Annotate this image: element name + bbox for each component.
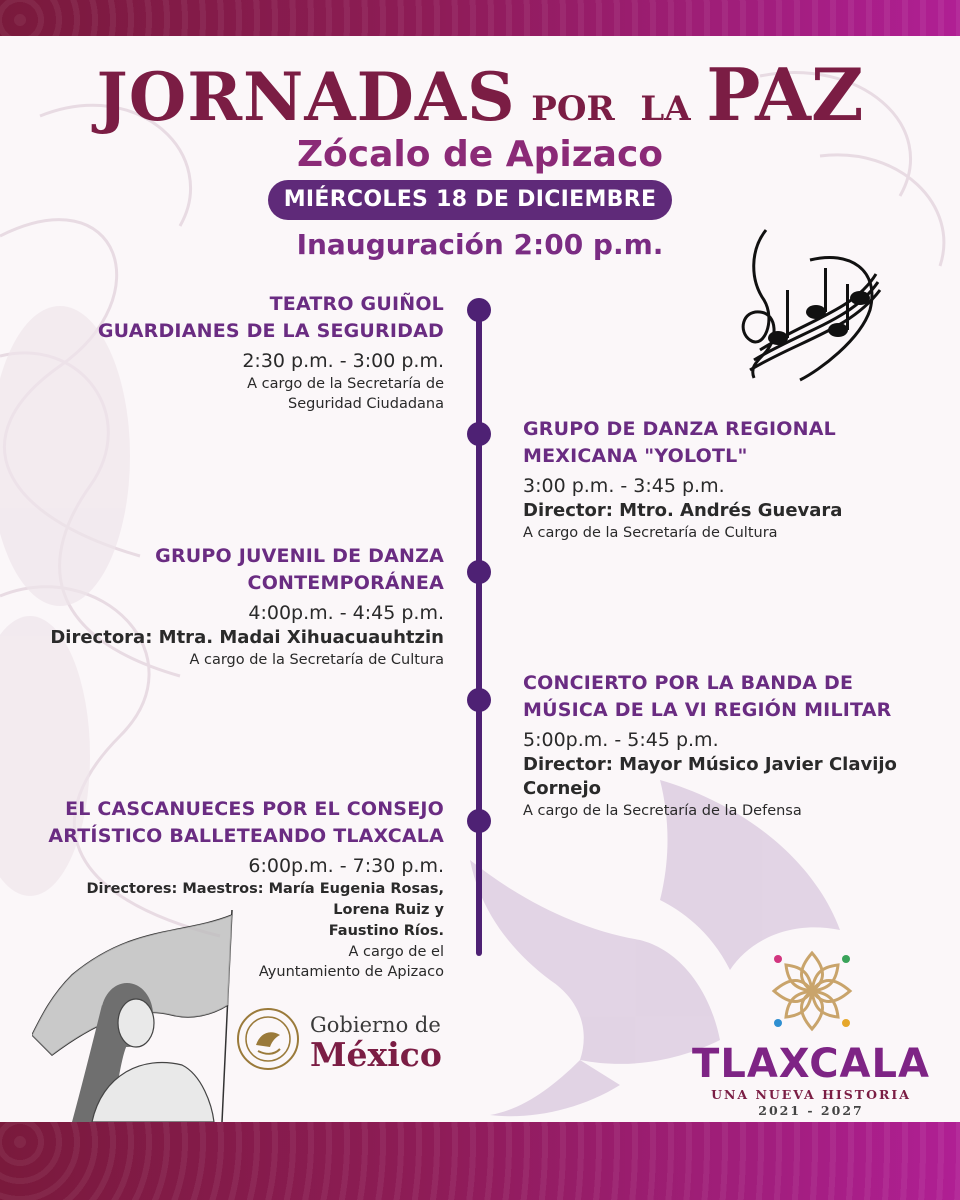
event-title: GRUPO DE DANZA REGIONAL — [523, 418, 836, 440]
woman-with-flag-illustration — [32, 905, 242, 1122]
gobierno-mexico-logo — [236, 1003, 446, 1075]
event-time: 4:00p.m. - 4:45 p.m. — [248, 602, 444, 624]
bottom-decorative-band — [0, 1122, 960, 1200]
timeline-line — [476, 308, 482, 956]
event-title: ARTÍSTICO BALLETEANDO TLAXCALA — [48, 825, 444, 847]
gobierno-label: Gobierno de — [310, 1013, 441, 1037]
event-organizer: Ayuntamiento de Apizaco — [258, 964, 444, 980]
event-time: 2:30 p.m. - 3:00 p.m. — [242, 350, 444, 372]
tlaxcala-logo — [686, 945, 936, 1120]
title-la: LA — [640, 89, 691, 129]
page-title — [0, 52, 960, 137]
mexico-label: México — [310, 1035, 442, 1074]
event-title: TEATRO GUIÑOL — [269, 293, 444, 315]
title-jornadas: JORNADAS — [96, 58, 516, 136]
event-title: MEXICANA "YOLOTL" — [523, 445, 748, 467]
title-por: POR — [531, 89, 615, 129]
title-paz: PAZ — [706, 52, 864, 137]
event-organizer: A cargo de el — [348, 944, 444, 960]
event-director: Lorena Ruiz y — [333, 902, 444, 918]
event-director: Faustino Ríos. — [328, 923, 444, 939]
event-title: EL CASCANUECES POR EL CONSEJO — [65, 798, 444, 820]
timeline-dot — [467, 422, 491, 446]
event-organizer: A cargo de la Secretaría de Cultura — [189, 652, 444, 668]
tlaxcala-name: TLAXCALA — [692, 1041, 930, 1087]
inauguration-time: Inauguración 2:00 p.m. — [296, 228, 664, 261]
timeline-dot — [467, 809, 491, 833]
event-danza-regional — [523, 416, 842, 543]
venue-subtitle: Zócalo de Apizaco — [296, 134, 664, 175]
event-danza-contemporanea — [50, 543, 444, 670]
event-organizer: Seguridad Ciudadana — [287, 396, 444, 412]
timeline-dot — [467, 688, 491, 712]
tlaxcala-tagline: UNA NUEVA HISTORIA — [711, 1087, 911, 1102]
event-time: 5:00p.m. - 5:45 p.m. — [523, 729, 719, 751]
event-time: 3:00 p.m. - 3:45 p.m. — [523, 475, 725, 497]
event-organizer: A cargo de la Secretaría de — [247, 376, 444, 392]
timeline-dot — [467, 298, 491, 322]
event-organizer: A cargo de la Secretaría de Cultura — [523, 525, 778, 541]
music-notes-icon — [720, 220, 885, 390]
event-concierto-banda — [523, 670, 897, 821]
top-decorative-band — [0, 0, 960, 36]
timeline-dot — [467, 560, 491, 584]
event-title: CONTEMPORÁNEA — [247, 572, 444, 594]
event-director: Directora: Mtra. Madai Xihuacuauhtzin — [50, 627, 444, 648]
tlaxcala-flower-icon — [766, 945, 858, 1037]
event-teatro-guinol — [98, 291, 444, 414]
event-title: GRUPO JUVENIL DE DANZA — [155, 545, 444, 567]
event-director: Director: Mtro. Andrés Guevara — [523, 500, 843, 521]
event-title: GUARDIANES DE LA SEGURIDAD — [97, 320, 444, 342]
mexico-seal-icon — [236, 1007, 300, 1071]
event-title: MÚSICA DE LA VI REGIÓN MILITAR — [523, 699, 892, 721]
date-badge: MIÉRCOLES 18 DE DICIEMBRE — [268, 180, 672, 220]
event-director: Director: Mayor Músico Javier Clavijo — [523, 754, 897, 775]
event-director: Directores: Maestros: María Eugenia Rosas, — [86, 881, 444, 897]
event-title: CONCIERTO POR LA BANDA DE — [523, 672, 854, 694]
tlaxcala-years: 2021 - 2027 — [758, 1103, 864, 1118]
event-organizer: A cargo de la Secretaría de la Defensa — [523, 803, 802, 819]
event-time: 6:00p.m. - 7:30 p.m. — [248, 855, 444, 877]
event-director: Cornejo — [523, 778, 602, 799]
